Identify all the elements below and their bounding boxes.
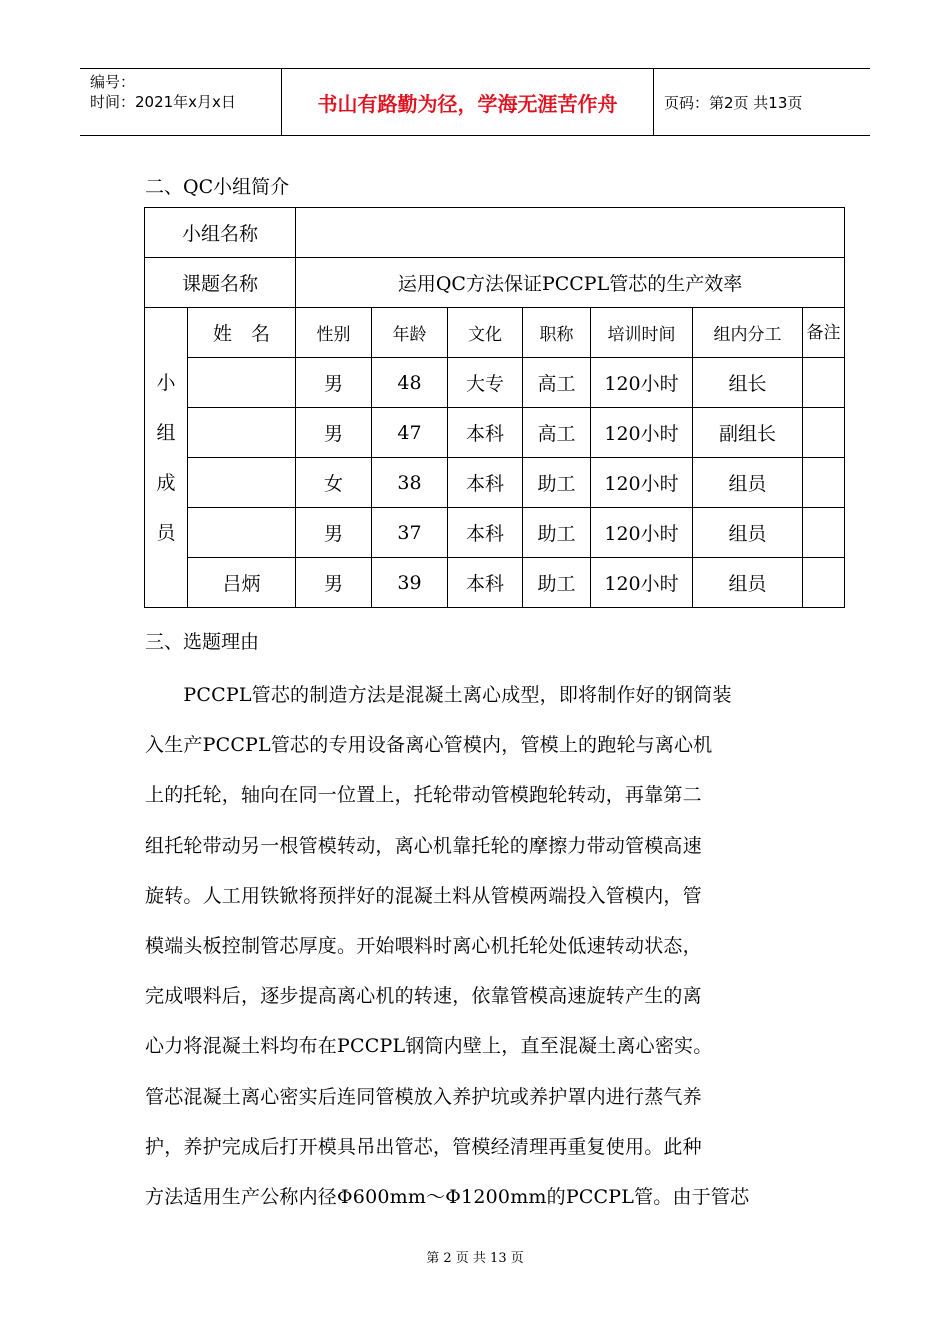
page-footer: 第 2 页 共 13 页 xyxy=(426,1251,524,1266)
paragraph-line: 完成喂料后，逐步提高离心机的转速，依靠管模高速旋转产生的离 xyxy=(145,985,702,1008)
table-row xyxy=(145,458,845,508)
paragraph-line: 组托轮带动另一根管模转动，离心机靠托轮的摩擦力带动管模高速 xyxy=(145,834,702,857)
members-label-char: 小 xyxy=(156,371,176,394)
paragraph-line: 入生产PCCPL管芯的专用设备离心管模内，管模上的跑轮与离心机 xyxy=(145,734,713,757)
member-remark xyxy=(803,508,845,558)
member-remark xyxy=(803,558,845,608)
col-header-gender: 性别 xyxy=(296,308,372,358)
topic-label: 课题名称 xyxy=(145,258,296,308)
section-3-paragraph xyxy=(145,670,813,1222)
time-label: 时间：2021年x月x日 xyxy=(90,93,236,111)
paragraph-line: 上的托轮，轴向在同一位置上，托轮带动管模跑轮转动，再靠第二 xyxy=(145,784,702,807)
member-education: 本科 xyxy=(448,458,523,508)
member-education: 本科 xyxy=(448,408,523,458)
number-label: 编号： xyxy=(90,73,136,91)
col-header-name: 姓 名 xyxy=(188,308,296,358)
member-name xyxy=(188,408,296,458)
group-name-row xyxy=(145,208,845,258)
group-name-value xyxy=(296,208,845,258)
paragraph-line: 护，养护完成后打开模具吊出管芯，管模经清理再重复使用。此种 xyxy=(145,1135,702,1158)
member-gender: 男 xyxy=(296,508,372,558)
paragraph-line: 模端头板控制管芯厚度。开始喂料时离心机托轮处低速转动状态， xyxy=(145,934,702,957)
col-header-age: 年龄 xyxy=(372,308,448,358)
col-header-remark: 备注 xyxy=(803,308,845,358)
member-role: 组员 xyxy=(693,458,803,508)
qc-team-table xyxy=(144,207,845,608)
member-remark xyxy=(803,408,845,458)
table-row xyxy=(145,358,845,408)
member-age: 48 xyxy=(372,358,448,408)
col-header-title: 职称 xyxy=(523,308,591,358)
paragraph-line: 方法适用生产公称内径Φ600mm～Φ1200mm的PCCPL管。由于管芯 xyxy=(145,1185,750,1208)
member-training: 120小时 xyxy=(591,558,693,608)
member-training: 120小时 xyxy=(591,458,693,508)
col-header-education: 文化 xyxy=(448,308,523,358)
members-label-char: 成 xyxy=(156,471,176,494)
members-label-char: 组 xyxy=(156,421,176,444)
member-title: 高工 xyxy=(523,358,591,408)
member-header-row xyxy=(145,308,845,358)
member-age: 38 xyxy=(372,458,448,508)
member-training: 120小时 xyxy=(591,408,693,458)
paragraph-line: 管芯混凝土离心密实后连同管模放入养护坑或养护罩内进行蒸气养 xyxy=(145,1085,702,1108)
paragraph-line: PCCPL管芯的制造方法是混凝土离心成型，即将制作好的钢筒装 xyxy=(145,684,732,706)
member-gender: 男 xyxy=(296,358,372,408)
members-label-char: 员 xyxy=(156,521,176,544)
section-2-title: 二、QC小组简介 xyxy=(145,176,290,198)
member-age: 47 xyxy=(372,408,448,458)
table-row xyxy=(145,408,845,458)
member-role: 组长 xyxy=(693,358,803,408)
table-row xyxy=(145,508,845,558)
topic-value: 运用QC方法保证PCCPL管芯的生产效率 xyxy=(296,258,845,308)
page-header xyxy=(80,68,870,136)
col-header-training: 培训时间 xyxy=(591,308,693,358)
members-label xyxy=(145,308,188,608)
member-title: 助工 xyxy=(523,458,591,508)
section-3-title: 三、选题理由 xyxy=(145,631,260,653)
member-role: 副组长 xyxy=(693,408,803,458)
member-education: 本科 xyxy=(448,508,523,558)
member-age: 39 xyxy=(372,558,448,608)
header-meta xyxy=(80,69,282,135)
header-motto: 书山有路勤为径，学海无涯苦作舟 xyxy=(282,69,654,135)
group-name-label: 小组名称 xyxy=(145,208,296,258)
member-remark xyxy=(803,358,845,408)
topic-row xyxy=(145,258,845,308)
member-name xyxy=(188,458,296,508)
header-page-info: 页码：第2页 共13页 xyxy=(664,93,803,112)
member-training: 120小时 xyxy=(591,508,693,558)
member-title: 助工 xyxy=(523,508,591,558)
member-training: 120小时 xyxy=(591,358,693,408)
paragraph-line: 旋转。人工用铁锨将预拌好的混凝土料从管模两端投入管模内，管 xyxy=(145,884,702,907)
member-education: 大专 xyxy=(448,358,523,408)
member-name xyxy=(188,358,296,408)
member-education: 本科 xyxy=(448,558,523,608)
paragraph-line: 心力将混凝土料均布在PCCPL钢筒内壁上，直至混凝土离心密实。 xyxy=(145,1035,713,1058)
table-row xyxy=(145,558,845,608)
member-remark xyxy=(803,458,845,508)
member-role: 组员 xyxy=(693,508,803,558)
member-name: 吕炳 xyxy=(188,558,296,608)
member-name xyxy=(188,508,296,558)
member-title: 高工 xyxy=(523,408,591,458)
member-gender: 男 xyxy=(296,558,372,608)
col-header-role: 组内分工 xyxy=(693,308,803,358)
member-gender: 女 xyxy=(296,458,372,508)
member-age: 37 xyxy=(372,508,448,558)
member-title: 助工 xyxy=(523,558,591,608)
member-gender: 男 xyxy=(296,408,372,458)
member-role: 组员 xyxy=(693,558,803,608)
